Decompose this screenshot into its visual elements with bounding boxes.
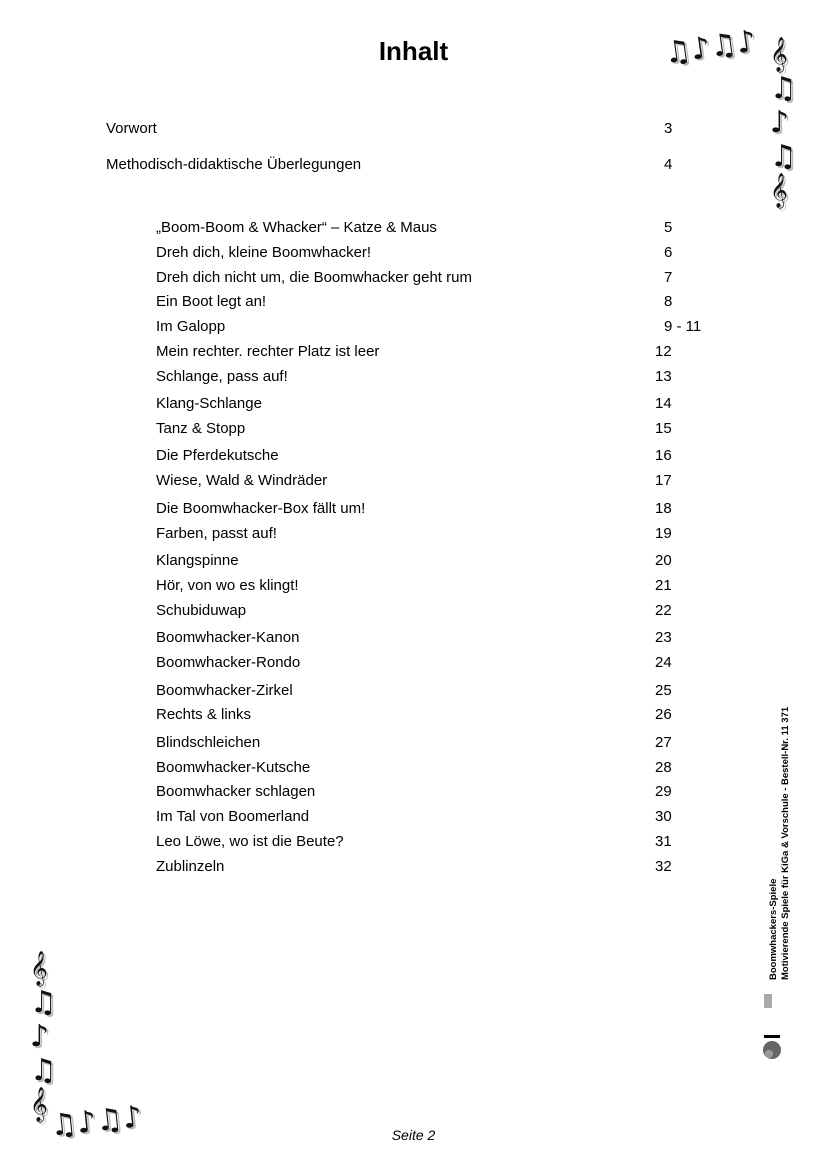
toc-game-label: Boomwhacker-Rondo [156,654,301,671]
page-title: Inhalt [378,36,449,66]
toc-game-page: 9 - 11 [664,318,702,335]
toc-game-label: Dreh dich, kleine Boomwhacker! [156,244,372,261]
toc-game-label: Schubiduwap [156,602,247,619]
toc-game-label: Boomwhacker-Kutsche [156,759,311,776]
toc-game-page: 14 [655,395,672,412]
toc-game-label: Klang-Schlange [156,395,262,412]
toc-game-page: 23 [655,629,672,646]
toc-entry-label: Vorwort [106,120,157,137]
toc-game-page: 24 [655,654,672,671]
toc-game-label: Tanz & Stopp [156,420,246,437]
toc-entry-label: Methodisch-didaktische Überlegungen [106,156,362,173]
toc-game-page: 6 [664,244,673,261]
toc-game-label: Dreh dich nicht um, die Boomwhacker geht rum [156,269,472,286]
toc-game-page: 30 [655,808,672,825]
toc-game-label: Farben, passt auf! [156,525,277,542]
toc-game-label: Boomwhacker schlagen [156,783,316,800]
toc-entry-page: 3 [664,120,673,137]
toc-game-page: 26 [655,706,672,723]
toc-game-label: Im Galopp [156,318,226,335]
toc-game-label: Zublinzeln [156,858,225,875]
music-notes-top-icon: ♫♪♫♪ [662,23,759,72]
music-notes-left-icon: 𝄞 ♫ ♪ ♫ 𝄞 [30,951,57,1122]
toc-game-label: Die Boomwhacker-Box fällt um! [156,500,366,517]
publisher-logo [756,990,786,1060]
toc-game-label: Die Pferdekutsche [156,447,279,464]
toc-game-label: „Boom-Boom & Whacker“ – Katze & Maus [156,219,437,236]
toc-game-page: 21 [655,577,672,594]
toc-game-page: 32 [655,858,672,875]
toc-game-label: Boomwhacker-Zirkel [156,682,293,699]
sidebar-order-number: Bestell-Nr. 11 371 [780,706,791,785]
toc-game-page: 17 [655,472,672,489]
toc-game-page: 12 [655,343,672,360]
toc-game-page: 18 [655,500,672,517]
toc-game-label: Rechts & links [156,706,252,723]
sidebar-title: Boomwhackers-Spiele [768,878,779,980]
toc-game-page: 8 [664,293,673,310]
toc-game-label: Leo Löwe, wo ist die Beute? [156,833,344,850]
toc-game-label: Blindschleichen [156,734,261,751]
toc-game-label: Im Tal von Boomerland [156,808,310,825]
toc-game-page: 7 [664,269,673,286]
page-footer: Seite 2 [391,1127,436,1143]
toc-game-label: Mein rechter. rechter Platz ist leer [156,343,380,360]
toc-game-label: Hör, von wo es klingt! [156,577,299,594]
toc-game-page: 5 [664,219,673,236]
toc-entry-page: 4 [664,156,673,173]
toc-game-page: 16 [655,447,672,464]
sidebar-subtitle: Motivierende Spiele für KiGa & Vorschule - [780,787,791,980]
toc-game-page: 20 [655,552,672,569]
toc-game-page: 31 [655,833,672,850]
toc-game-page: 29 [655,783,672,800]
music-notes-right-icon: 𝄞 ♫ ♪ ♫ 𝄞 [770,37,797,208]
toc-game-label: Boomwhacker-Kanon [156,629,300,646]
toc-game-page: 15 [655,420,672,437]
toc-game-label: Schlange, pass auf! [156,368,288,385]
toc-game-page: 22 [655,602,672,619]
toc-game-page: 25 [655,682,672,699]
music-notes-bottom-icon: ♫♪♫♪ [48,1099,144,1144]
toc-game-page: 13 [655,368,672,385]
toc-game-page: 28 [655,759,672,776]
publisher-sidebar [738,660,791,1060]
toc-game-page: 19 [655,525,672,542]
toc-game-label: Ein Boot legt an! [156,293,267,310]
toc-game-label: Klangspinne [156,552,239,569]
toc-game-page: 27 [655,734,672,751]
toc-game-label: Wiese, Wald & Windräder [156,472,328,489]
